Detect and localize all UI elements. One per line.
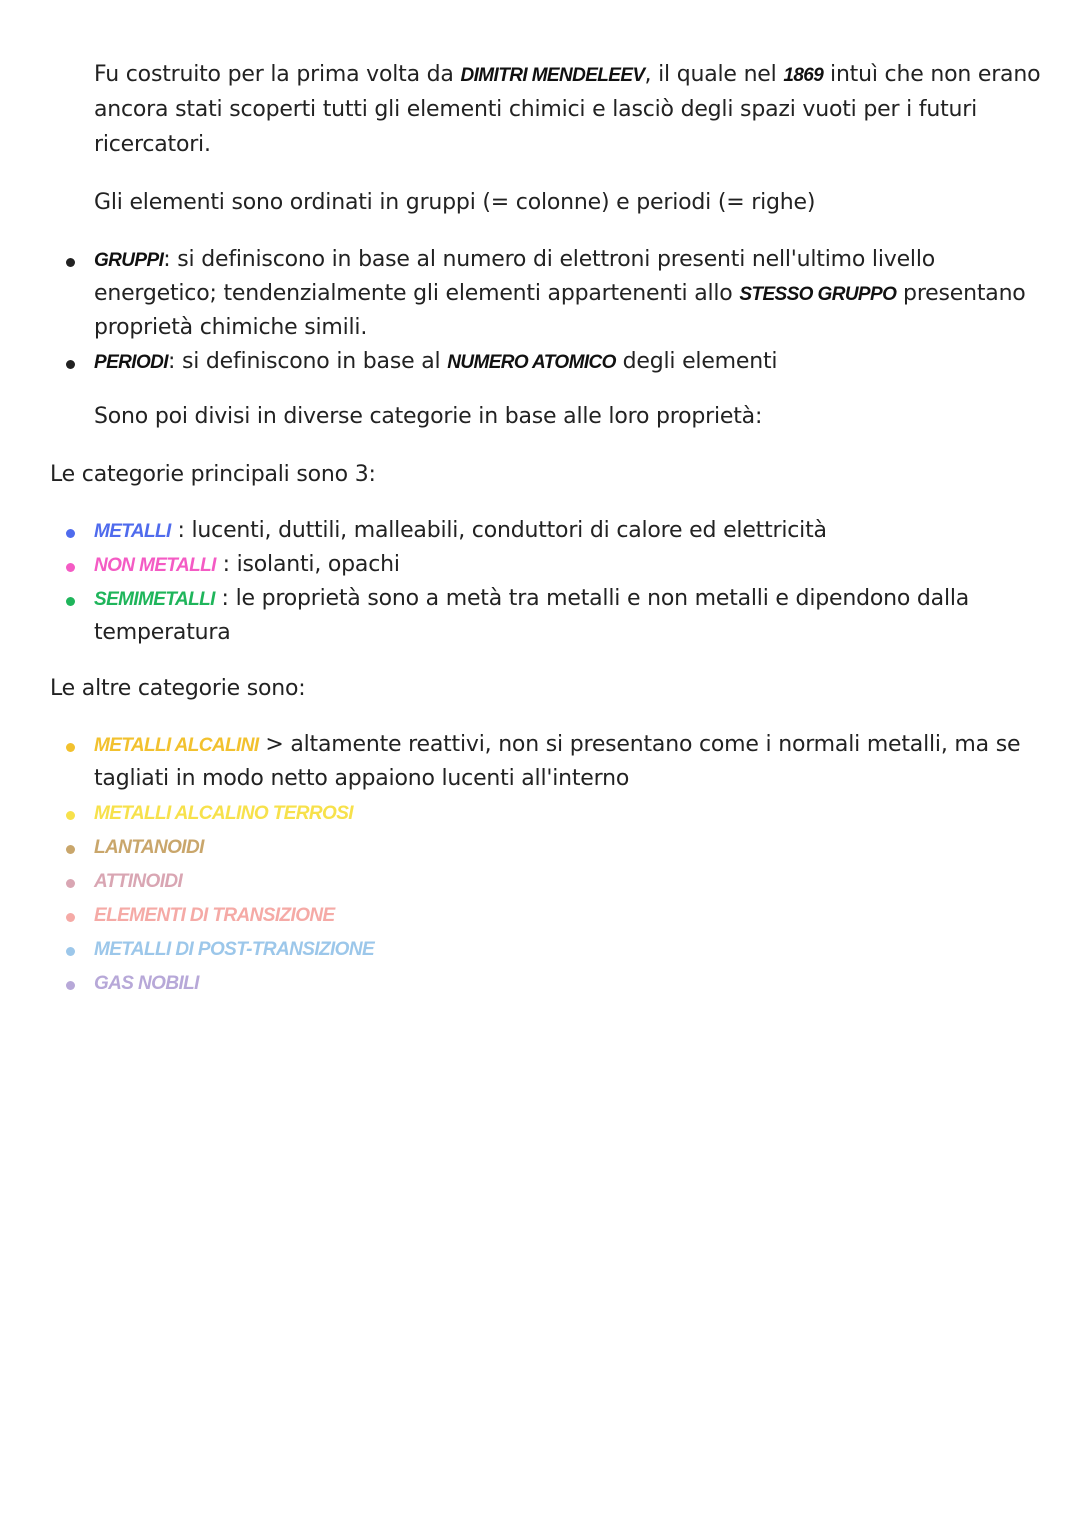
category-label: ATTINOIDI — [94, 871, 183, 892]
bullet-dot — [66, 258, 75, 267]
category-metalli-alcalini-cont: tagliati in modo netto appaiono lucenti all'interno — [94, 766, 630, 791]
stesso-gruppo: STESSO GRUPPO — [739, 284, 897, 305]
bullet-dot — [66, 879, 75, 888]
category-label: GAS NOBILI — [94, 973, 199, 994]
category-label: NON METALLI — [94, 555, 216, 576]
intro-line-1 — [94, 57, 1040, 93]
category-label: METALLI ALCALINI — [94, 735, 259, 756]
bullet-dot — [66, 529, 75, 538]
gruppi-text: presentano — [896, 281, 1026, 306]
category-alcalino-terrosi — [94, 796, 353, 831]
category-metalli — [94, 514, 827, 549]
category-gas-nobili — [94, 966, 199, 1001]
ordering-paragraph: Gli elementi sono ordinati in gruppi (= colonne) e periodi (= righe) — [94, 190, 816, 215]
category-label: SEMIMETALLI — [94, 589, 215, 610]
periodi-line — [94, 345, 777, 380]
category-label: METALLI DI POST-TRANSIZIONE — [94, 939, 375, 960]
main-categories-heading: Le categorie principali sono 3: — [50, 462, 376, 487]
category-text: : le proprietà sono a metà tra metalli e non metalli e dipendono dalla — [214, 586, 970, 611]
gruppi-line-2 — [94, 277, 1026, 312]
intro-text: , il quale nel — [644, 62, 784, 87]
category-text: : lucenti, duttili, malleabili, conduttori di calore ed elettricità — [170, 518, 827, 543]
numero-atomico: NUMERO ATOMICO — [447, 352, 616, 373]
intro-text: intuì che non erano — [823, 62, 1041, 87]
bullet-dot — [66, 563, 75, 572]
category-label: METALLI — [94, 521, 171, 542]
category-attinoidi — [94, 864, 182, 899]
category-lantanoidi — [94, 830, 204, 865]
category-text: : isolanti, opachi — [215, 552, 400, 577]
category-post-transizione — [94, 932, 374, 967]
bullet-dot — [66, 845, 75, 854]
gruppi-label: GRUPPI — [94, 250, 164, 271]
periodi-text: degli elementi — [615, 349, 778, 374]
gruppi-text: : si definiscono in base al numero di elettroni presenti nell'ultimo livello — [163, 247, 935, 272]
category-semimetalli — [94, 582, 969, 617]
intro-line-3: ricercatori. — [94, 132, 211, 157]
category-non-metalli — [94, 548, 400, 583]
bullet-dot — [66, 981, 75, 990]
category-label: METALLI ALCALINO TERROSI — [94, 803, 353, 824]
gruppi-line-3: proprietà chimiche simili. — [94, 315, 368, 340]
other-categories-heading: Le altre categorie sono: — [50, 676, 306, 701]
category-elementi-transizione — [94, 898, 335, 933]
bullet-dot — [66, 597, 75, 606]
bullet-dot — [66, 743, 75, 752]
bullet-dot — [66, 947, 75, 956]
category-text: > altamente reattivi, non si presentano come i normali metalli, ma se — [258, 732, 1021, 757]
bullet-dot — [66, 811, 75, 820]
category-metalli-alcalini — [94, 728, 1020, 763]
bullet-dot — [66, 360, 75, 369]
periodi-label: PERIODI — [94, 352, 168, 373]
gruppi-text: energetico; tendenzialmente gli elementi appartenenti allo — [94, 281, 740, 306]
intro-text: Fu costruito per la prima volta da — [94, 62, 461, 87]
bullet-dot — [66, 913, 75, 922]
category-label: LANTANOIDI — [94, 837, 204, 858]
category-semimetalli-cont: temperatura — [94, 620, 231, 645]
category-label: ELEMENTI DI TRANSIZIONE — [94, 905, 335, 926]
mendeleev-name: DIMITRI MENDELEEV — [460, 65, 645, 86]
intro-line-2: ancora stati scoperti tutti gli elementi chimici e lasciò degli spazi vuoti per i futuri — [94, 97, 978, 122]
gruppi-line-1 — [94, 243, 935, 278]
periodi-text: : si definiscono in base al — [167, 349, 448, 374]
division-paragraph: Sono poi divisi in diverse categorie in base alle loro proprietà: — [94, 404, 763, 429]
year-1869: 1869 — [783, 65, 824, 86]
